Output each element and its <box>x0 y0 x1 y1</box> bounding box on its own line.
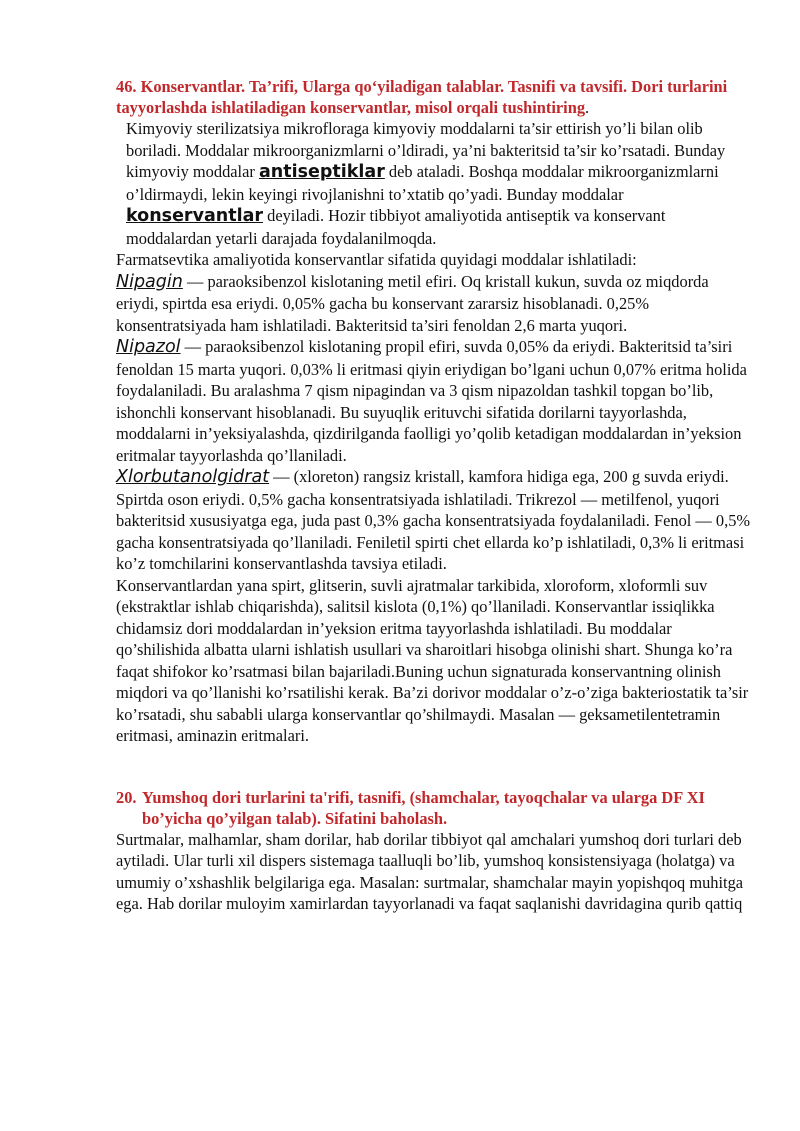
section-number: 20. <box>116 787 137 807</box>
paragraph: Farmatsevtika amaliyotida konservantlar sifatida quyidagi moddalar ishlatiladi: <box>116 250 637 269</box>
term-nipagin: Nipagin <box>116 271 183 292</box>
paragraph-text: deb ataladi. Boshqa moddalar mikroorganizmlarni o’ldirmaydi, lekin keyingi rivojlanishni to’xtatib qo’yadi. Bunday moddalar <box>126 162 719 204</box>
section-body <box>116 118 752 747</box>
paragraph: Konservantlardan yana spirt, glitserin, suvli ajratmalar tarkibida, xloroform, xloformli suv (ekstraktlar ishlab chiqarishda), salitsil kislota (0,1%) qo’llaniladi. Konservantlar issiqlikka chidamsiz dori moddalardan in’yeksion eritma tayyorlashda ishlatiladi. Bu moddalar qo’shilishida albatta ularni ishlatish usullari va sharoitlari hisobga olinishi shart. Shunga ko’ra faqat shifokor ko’rsatmasi bilan bajariladi.Buning uchun signaturada konservantning olinish miqdori va qo’llanishi ko’rsatilishi kerak. Ba’zi dorivor moddalar o’z-o’ziga bakteriostatik ta’sir ko’rsatadi, shu sababli ularga konservantlar qo’shilmaydi. Masalan — geksametilentetramin eritmasi, aminazin eritmalari. <box>116 575 749 745</box>
paragraph <box>116 466 752 575</box>
paragraph-text: Kimyoviy sterilizatsiya mikrofloraga kimyoviy moddalarni ta’sir ettirish yo’li bilan olib boriladi. Moddalar mikroorganizmlarni o’ldiradi, ya’ni bakteritsid ta’sir ko’rsatadi. Bunday kimyoviy moddalar <box>126 119 726 181</box>
section-46 <box>116 76 752 747</box>
term-antiseptiklar: antiseptiklar <box>258 162 385 182</box>
heading-period: . <box>585 98 590 117</box>
paragraph <box>116 336 752 466</box>
paragraph-text: — paraoksibenzol kislotaning metil efiri. Oq kristall kukun, suvda oz miqdorda eriydi, spirtda esa eriydi. 0,05% gacha bu konservant zararsiz hisoblanadi. 0,25% konsentratsiyada ham ishlatiladi. Bakteritsid ta’siri fenoldan 2,6 marta yuqori. <box>116 271 709 335</box>
paragraph-text: deyiladi. Hozir tibbiyot amaliyotida antiseptik va konservant moddalardan yetarli darajada foydalanilmoqda. <box>126 206 666 248</box>
heading-text: 46. Konservantlar. Ta’rifi, Ularga qo‘yiladigan talablar. Tasnifi va tavsifi. Dori turlarini tayyorlashda ishlatiladigan konservantlar, misol orqali tushintiring <box>116 77 728 117</box>
paragraph <box>116 271 752 337</box>
paragraph: Surtmalar, malhamlar, sham dorilar, hab dorilar tibbiyot qal amchalari yumshoq dori turlari deb aytiladi. Ular turli xil dispers sistemaga taalluqli bo’lib, yumshoq konsistensiyaga (holatga) va umumiy o’xshashlik belgilariga ega. Masalan: surtmalar, shamchalar mayin yopishqoq muhitga ega. Hab dorilar muloyim xamirlardan tayyorlanadi va faqat saqlanishi davridagina qurib qattiq <box>116 829 744 913</box>
heading-text: Yumshoq dori turlarini ta'rifi, tasnifi, (shamchalar, tayoqchalar va ularga DF XI bo’yicha qo’yilgan talab). Sifatini baholash. <box>142 787 705 828</box>
paragraph-text: — paraoksibenzol kislotaning propil efiri, suvda 0,05% da eriydi. Bakteritsid ta’siri fenoldan 15 marta yuqori. 0,03% li eritmasi qiyin eriydigan bo’lgani uchun 0,07% eritma holida foydalaniladi. Bu aralashma 7 qism nipagindan va 3 qism nipazoldan tashkil topgan bo’lib, ishonchli konservant hisoblanadi. Bu suyuqlik erituvchi sifatida dorilarni tayyorlashda, moddalarni in’yeksiyalashda, qizdirilganda faolligi yo’qolib ketadigan moddalardan in’yeksion eritmalar tayyorlashda qo’llaniladi. <box>116 337 747 465</box>
term-nipazol: Nipazol <box>116 337 181 357</box>
section-20 <box>116 787 752 915</box>
term-xlorbutanolgidrat: Xlorbutanolgidrat <box>116 467 270 487</box>
paragraph-text: — (xloreton) rangsiz kristall, kamfora hidiga ega, 200 g suvda eriydi. Spirtda oson eriydi. 0,5% gacha konsentratsiyada ishlatiladi. Trikrezol — metilfenol, yuqori bakteritsid xususiyatga ega, juda past 0,3% gacha konsentratsiyada foydalaniladi. Fenol — 0,5% gacha konsentratsiyada qo’llaniladi. Feniletil spirti chet ellarda ko’p ishlatiladi, 0,3% li eritmasi ko’z tomchilarini konservantlashda tavsiya etiladi. <box>116 467 751 573</box>
section-heading <box>116 76 752 118</box>
paragraph <box>116 118 752 249</box>
section-body <box>116 829 752 915</box>
section-heading <box>116 787 752 829</box>
term-konservantlar: konservantlar <box>126 206 264 226</box>
